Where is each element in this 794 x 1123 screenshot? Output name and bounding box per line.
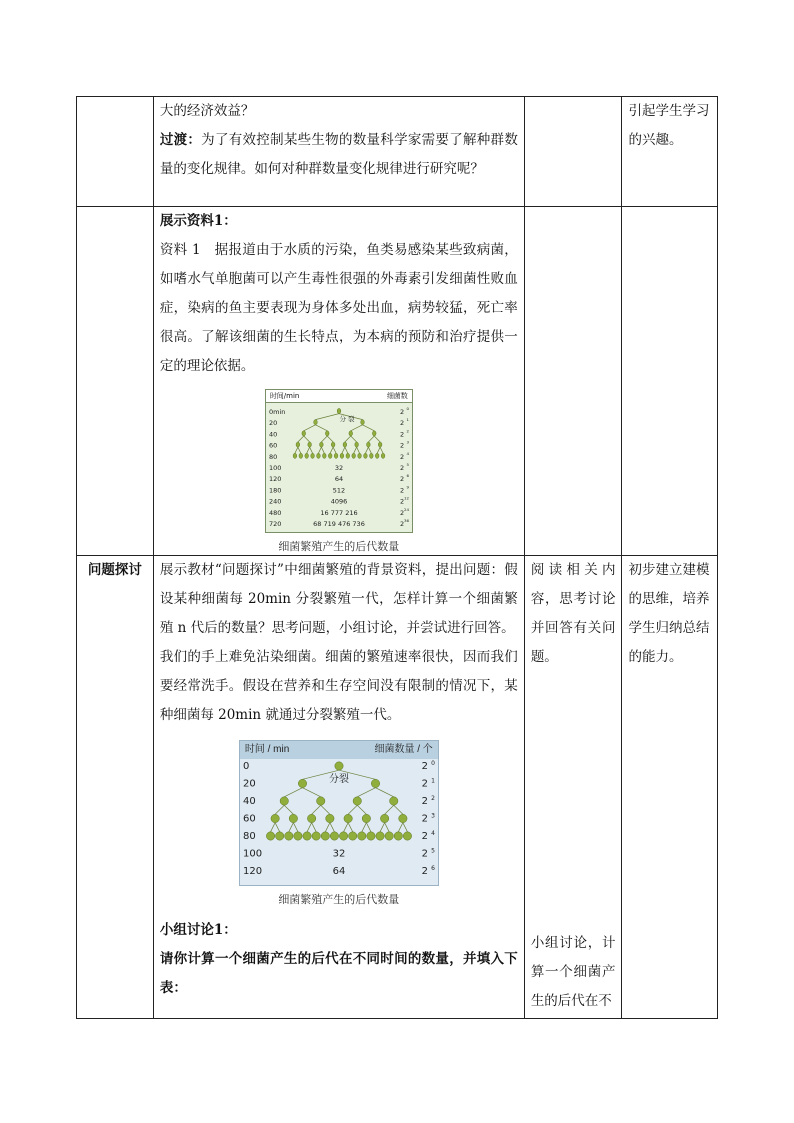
branch-line	[330, 447, 333, 453]
branch-line	[321, 436, 327, 442]
count-label: 64	[334, 475, 343, 484]
branch-line	[368, 436, 374, 442]
bacterium-node	[294, 832, 302, 840]
material-heading: 展示资料1：	[159, 213, 237, 229]
bacterium-node	[339, 832, 347, 840]
bacterium-node	[319, 442, 323, 447]
branch-line	[307, 823, 312, 832]
count-label: 16 777 216	[320, 508, 358, 517]
branch-line	[351, 425, 363, 431]
count-power-label: 2	[399, 419, 404, 428]
bacterium-node	[322, 453, 326, 458]
student-activity-cell	[524, 556, 622, 1019]
count-power-label: 2	[421, 796, 428, 807]
transition-text: 为了有效控制某些生物的数量科学家需要了解种群数量的变化规律。如何对种群数量变化规律进行研究呢？	[159, 132, 518, 177]
time-label: 120	[242, 866, 262, 877]
branch-line	[343, 823, 348, 832]
bacterium-node	[307, 814, 315, 822]
figure1-caption: 细菌繁殖产生的后代数量	[278, 540, 400, 553]
time-label: 20	[242, 778, 256, 790]
count-label: 4096	[330, 497, 348, 506]
branch-line	[270, 823, 275, 832]
time-label: 80	[242, 831, 256, 842]
bacterium-node	[313, 420, 317, 425]
bacterium-node	[335, 762, 343, 770]
discussion-text: 请你计算一个细菌产生的后代在不同时间的数量，并填入下表：	[159, 951, 518, 996]
bacterium-node	[334, 453, 338, 458]
exponent-label: 1	[406, 417, 409, 423]
table-row	[77, 97, 718, 207]
stage-label: 问题探讨	[87, 562, 142, 578]
design-intent-cell	[622, 97, 718, 207]
bacterium-node	[316, 797, 324, 805]
student-activity-cell	[524, 207, 622, 556]
branch-line	[325, 823, 330, 832]
design-intent-text: 引起学生学习的兴趣。	[628, 103, 710, 148]
branch-line	[377, 447, 380, 453]
design-intent-cell	[622, 207, 718, 556]
bacteria-tree-svg-1	[266, 403, 412, 533]
bacterium-node	[381, 453, 385, 458]
count-label: 64	[332, 866, 346, 877]
time-label: 0min	[268, 408, 286, 416]
bacterium-node	[363, 453, 367, 458]
branch-line	[295, 447, 298, 453]
bacterium-node	[343, 442, 347, 447]
branch-line	[368, 447, 371, 453]
bacterium-node	[299, 453, 303, 458]
branch-line	[321, 805, 330, 814]
count-power-label: 2	[399, 508, 404, 517]
time-label: 80	[268, 452, 278, 461]
split-label: 分裂	[328, 773, 349, 785]
bacterium-node	[380, 814, 388, 822]
bacterium-node	[348, 832, 356, 840]
branch-line	[356, 447, 359, 453]
branch-line	[311, 805, 320, 814]
count-label: 512	[332, 486, 346, 495]
bacterium-node	[337, 408, 341, 413]
bacterium-node	[280, 797, 288, 805]
time-label: 480	[268, 508, 282, 517]
bacterium-node	[311, 453, 315, 458]
branch-line	[275, 805, 284, 814]
bacterium-node	[275, 832, 283, 840]
time-label: 100	[242, 848, 262, 860]
bacterium-node	[271, 814, 279, 822]
exponent-label: 9	[406, 484, 409, 490]
branch-line	[315, 425, 327, 431]
exponent-label: 4	[430, 830, 435, 837]
branch-line	[318, 447, 321, 453]
bacterium-node	[371, 779, 379, 787]
branch-line	[403, 823, 408, 832]
branch-line	[284, 805, 293, 814]
bacterium-node	[303, 832, 311, 840]
teacher-activity-cell	[153, 97, 524, 207]
exponent-label: 12	[403, 495, 409, 501]
time-label: 20	[268, 419, 278, 428]
design-intent-cell	[622, 556, 718, 1019]
bacterium-node	[394, 832, 402, 840]
bacterium-node	[325, 814, 333, 822]
branch-line	[327, 436, 333, 442]
exponent-label: 4	[406, 450, 409, 456]
stage-cell	[77, 556, 154, 1019]
count-power-label: 2	[399, 464, 404, 472]
time-label: 40	[242, 796, 256, 807]
bacterium-node	[344, 814, 352, 822]
time-label: 120	[268, 475, 282, 484]
bacterium-node	[284, 832, 292, 840]
time-label: 720	[268, 520, 282, 528]
lesson-plan-table	[76, 96, 718, 1019]
branch-line	[366, 823, 371, 832]
branch-line	[348, 805, 357, 814]
transition-paragraph	[160, 126, 518, 184]
branch-line	[345, 447, 348, 453]
count-power-label: 2	[421, 866, 428, 877]
count-label: 32	[332, 848, 346, 860]
problem-paragraph: 展示教材“问题探讨”中细菌繁殖的背景资料，提出问题：假设某种细菌每 20min 分裂繁殖一代，怎样计算一个细菌繁殖 n 代后的数量？思考问题，小组讨论，并尝试进行回答。	[159, 562, 518, 636]
branch-line	[304, 436, 310, 442]
branch-line	[284, 788, 302, 797]
bacterium-node	[353, 797, 361, 805]
branch-line	[384, 823, 389, 832]
count-label: 68 719 476 736	[312, 520, 365, 528]
student-activity-cell	[524, 97, 622, 207]
count-power-label: 2	[399, 475, 404, 484]
bacteria-figure-2	[239, 740, 439, 886]
bacterium-node	[298, 779, 306, 787]
bacterium-node	[266, 832, 274, 840]
branch-line	[293, 823, 298, 832]
bacterium-node	[331, 442, 335, 447]
bacterium-node	[330, 832, 338, 840]
figure2-caption: 细菌繁殖产生的后代数量	[278, 893, 400, 906]
branch-line	[302, 788, 320, 797]
bacterium-node	[352, 453, 356, 458]
transition-label: 过渡：	[159, 132, 202, 148]
exponent-label: 2	[430, 795, 435, 802]
count-power-label: 2	[399, 408, 404, 416]
count-power-label: 2	[421, 848, 428, 860]
bacterium-node	[312, 832, 320, 840]
branch-line	[365, 447, 368, 453]
branch-line	[298, 436, 304, 442]
branch-line	[309, 447, 312, 453]
fig1-header-right: 细菌数	[386, 392, 408, 400]
count-power-label: 2	[399, 520, 404, 528]
branch-line	[375, 788, 393, 797]
bacterium-node	[321, 832, 329, 840]
count-power-label: 2	[399, 486, 404, 495]
bacterium-node	[355, 442, 359, 447]
count-power-label: 2	[421, 831, 428, 842]
exponent-label: 3	[406, 439, 409, 445]
text-line: 大的经济效益？	[159, 103, 255, 119]
branch-line	[304, 425, 316, 431]
fig2-header-left: 时间 / min	[244, 744, 290, 755]
time-label: 180	[268, 486, 282, 495]
branch-line	[315, 414, 339, 420]
time-label: 100	[268, 464, 282, 472]
bacterium-node	[305, 453, 309, 458]
time-label: 60	[242, 813, 256, 825]
bacterium-node	[316, 453, 320, 458]
background-paragraph: 我们的手上难免沾染细菌。细菌的繁殖速率很快，因而我们要经常洗手。假设在营养和生存空间没有限制的情况下，某种细菌每 20min 就通过分裂繁殖一代。	[159, 649, 518, 723]
teacher-activity-cell	[153, 207, 524, 556]
branch-line	[374, 436, 380, 442]
bacterium-node	[358, 453, 362, 458]
branch-line	[348, 823, 353, 832]
time-label: 40	[268, 430, 278, 439]
bacterium-node	[357, 832, 365, 840]
bacterium-node	[325, 431, 329, 436]
bacterium-node	[302, 431, 306, 436]
bacterium-node	[372, 431, 376, 436]
exponent-label: 0	[406, 406, 409, 411]
bacterium-node	[340, 453, 344, 458]
branch-line	[354, 447, 357, 453]
count-power-label: 2	[399, 430, 404, 439]
discussion-heading: 小组讨论1：	[159, 922, 237, 938]
exponent-label: 3	[430, 812, 435, 820]
branch-line	[333, 447, 336, 453]
count-power-label: 2	[421, 813, 428, 825]
design-intent-text: 初步建立建模的思维，培养学生归纳总结的能力。	[628, 562, 710, 665]
stage-cell	[77, 97, 154, 207]
bacterium-node	[362, 814, 370, 822]
bacterium-node	[296, 442, 300, 447]
table-row	[77, 207, 718, 556]
count-power-label: 2	[421, 761, 428, 772]
teacher-activity-cell	[153, 556, 524, 1019]
count-power-label: 2	[399, 441, 404, 450]
exponent-label: 6	[430, 865, 435, 872]
branch-line	[357, 805, 366, 814]
student-activity-text: 阅读相关内容，思考讨论并回答有关问题。	[530, 562, 616, 665]
count-power-label: 2	[399, 497, 404, 506]
branch-line	[351, 436, 357, 442]
branch-line	[394, 805, 403, 814]
time-label: 240	[268, 497, 282, 506]
student-discussion-text: 小组讨论，计算一个细菌产生的后代在不	[530, 935, 616, 1009]
exponent-label: 2	[406, 428, 409, 434]
branch-line	[362, 425, 374, 431]
bacterium-node	[366, 442, 370, 447]
branch-line	[362, 823, 367, 832]
bacterium-node	[367, 832, 375, 840]
branch-line	[289, 823, 294, 832]
fig2-header-right: 细菌数量 / 个	[374, 744, 433, 755]
count-power-label: 2	[399, 452, 404, 461]
exponent-label: 24	[403, 506, 409, 512]
fig1-header-left: 时间/min	[269, 392, 300, 400]
bacterium-node	[389, 797, 397, 805]
bacterium-node	[360, 420, 364, 425]
split-label: 分 裂	[339, 415, 355, 424]
branch-line	[311, 823, 316, 832]
branch-line	[380, 447, 383, 453]
bacterium-node	[346, 453, 350, 458]
time-label: 60	[268, 441, 278, 450]
bacterium-node	[308, 442, 312, 447]
exponent-label: 6	[406, 473, 409, 479]
bacteria-tree-svg-2	[240, 759, 438, 885]
exponent-label: 0	[430, 760, 435, 767]
bacterium-node	[375, 453, 379, 458]
count-power-label: 2	[421, 778, 428, 790]
bacterium-node	[403, 832, 411, 840]
branch-line	[380, 823, 385, 832]
exponent-label: 1	[430, 777, 435, 785]
bacterium-node	[376, 832, 384, 840]
branch-line	[345, 436, 351, 442]
branch-line	[321, 447, 324, 453]
bacterium-node	[378, 442, 382, 447]
branch-line	[298, 447, 301, 453]
stage-cell	[77, 207, 154, 556]
bacterium-node	[328, 453, 332, 458]
bacterium-node	[385, 832, 393, 840]
time-label: 0	[242, 761, 250, 772]
branch-line	[275, 823, 280, 832]
bacterium-node	[293, 453, 297, 458]
table-row	[77, 556, 718, 1019]
count-label: 32	[334, 464, 343, 472]
branch-line	[398, 823, 403, 832]
bacterium-node	[349, 431, 353, 436]
exponent-label: 5	[406, 462, 409, 467]
bacterium-node	[398, 814, 406, 822]
bacterium-node	[289, 814, 297, 822]
exponent-label: 5	[430, 847, 435, 855]
branch-line	[307, 447, 310, 453]
branch-line	[357, 788, 375, 797]
bacterium-node	[369, 453, 373, 458]
branch-line	[330, 823, 335, 832]
branch-line	[342, 447, 345, 453]
material-paragraph: 资料 1 据报道由于水质的污染，鱼类易感染某些致病菌，如嗜水气单胞菌可以产生毒性很强的外毒素引发细菌性败血症，染病的鱼主要表现为身体多处出血，病势较猛，死亡率很高。了解该细菌的生长特点，为本病的预防和治疗提供一定的理论依据。	[159, 242, 518, 374]
exponent-label: 36	[403, 518, 409, 523]
bacteria-figure-1	[265, 389, 413, 533]
branch-line	[384, 805, 393, 814]
